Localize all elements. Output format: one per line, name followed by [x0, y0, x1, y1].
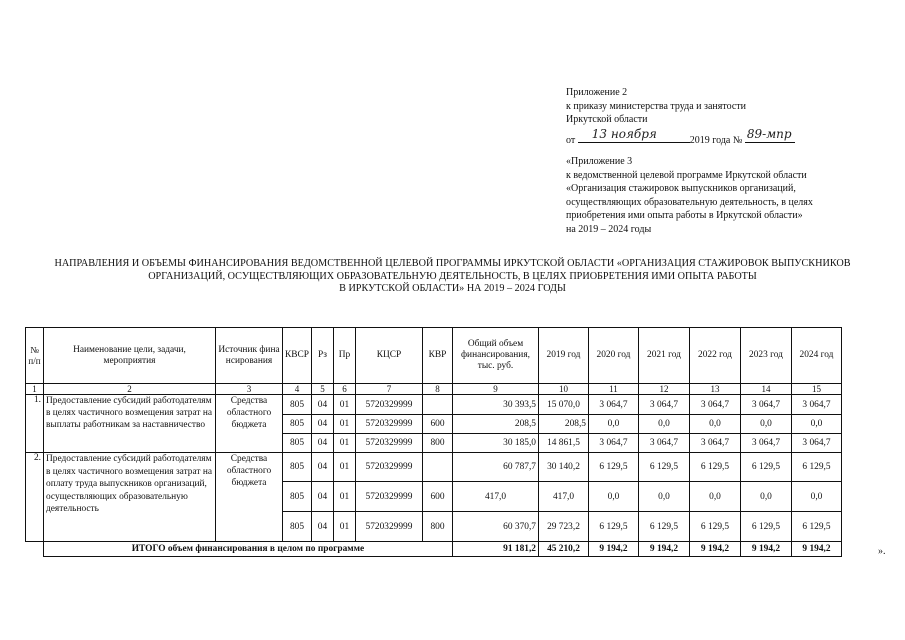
rz-cell: 04 [311, 395, 333, 415]
from-label: от [566, 134, 576, 146]
year-cell: 6 129,5 [791, 512, 841, 542]
grand-total-cell: 91 181,2 [452, 542, 538, 557]
column-number-row [26, 384, 842, 395]
col-2024-header: 2024 год [791, 328, 841, 384]
appendix3-line-5: приобретения ими опыта работы в Иркутской области» [566, 210, 803, 221]
pr-cell: 01 [333, 482, 355, 512]
kcsr-cell: 5720329999 [355, 512, 422, 542]
appendix-line-2: к приказу министерства труда и занятости [566, 100, 747, 112]
total-cell: 208,5 [452, 415, 538, 434]
year-cell: 6 129,5 [689, 512, 740, 542]
col-pr-header: Пр [333, 328, 355, 384]
col-number: 10 [538, 384, 588, 395]
col-number: 4 [283, 384, 312, 395]
date-underline [578, 127, 690, 143]
kvsr-cell: 805 [283, 434, 312, 453]
pr-cell: 01 [333, 512, 355, 542]
year-cell: 3 064,7 [791, 395, 841, 415]
year-cell: 3 064,7 [638, 395, 689, 415]
year-cell: 14 861,5 [538, 434, 588, 453]
handwritten-number: 89-мпр [746, 127, 792, 141]
pr-cell: 01 [333, 434, 355, 453]
year-cell: 30 140,2 [538, 453, 588, 482]
col-kvr-header: КВР [422, 328, 452, 384]
appendix-date-line [566, 127, 795, 148]
col-number: 1 [26, 384, 44, 395]
total-spacer [26, 542, 44, 557]
year-cell: 208,5 [538, 415, 588, 434]
year-cell: 3 064,7 [689, 434, 740, 453]
kvr-cell [422, 453, 452, 482]
year-cell: 0,0 [638, 482, 689, 512]
appendix3-line-3: «Организация стажировок выпускников организаций, [566, 183, 796, 194]
total-label: ИТОГО объем финансирования в целом по программе [44, 542, 453, 557]
title-line-1: НАПРАВЛЕНИЯ И ОБЪЕМЫ ФИНАНСИРОВАНИЯ ВЕДОМСТВЕННОЙ ЦЕЛЕВОЙ ПРОГРАММЫ ИРКУТСКОЙ ОБЛАСТИ «ОРГАНИЗАЦИЯ СТАЖИРОВОК ВЫПУСКНИКОВ [54, 258, 851, 269]
year-cell: 6 129,5 [740, 453, 791, 482]
year-cell: 6 129,5 [638, 512, 689, 542]
kvsr-cell: 805 [283, 415, 312, 434]
rz-cell: 04 [311, 453, 333, 482]
appendix-line-3: Иркутской области [566, 114, 648, 125]
year-number-label: 2019 года № [689, 134, 743, 146]
col-number: 12 [638, 384, 689, 395]
rz-cell: 04 [311, 434, 333, 453]
col-no-header: № п/п [26, 328, 44, 384]
kcsr-cell: 5720329999 [355, 395, 422, 415]
pr-cell: 01 [333, 395, 355, 415]
grand-total-year-cell: 45 210,2 [538, 542, 588, 557]
year-cell: 3 064,7 [689, 395, 740, 415]
col-number: 13 [689, 384, 740, 395]
number-underline [745, 127, 795, 143]
appendix3-line-6: на 2019 – 2024 годы [566, 223, 652, 235]
appendix3-line-1: «Приложение 3 [566, 156, 633, 167]
col-total-header: Общий объем финансирования, тыс. руб. [452, 328, 538, 384]
total-row [26, 542, 842, 557]
total-cell: 30 185,0 [452, 434, 538, 453]
measure-name: Предоставление субсидий работодателям в целях частичного возмещения затрат на оплату труда выпускников организаций, осуществляющих образовательную деятельность [44, 453, 216, 542]
year-cell: 0,0 [588, 415, 638, 434]
total-cell: 417,0 [452, 482, 538, 512]
kvr-cell: 600 [422, 415, 452, 434]
year-cell: 3 064,7 [740, 434, 791, 453]
year-cell: 6 129,5 [791, 453, 841, 482]
col-number: 11 [588, 384, 638, 395]
year-cell: 3 064,7 [791, 434, 841, 453]
col-number: 5 [311, 384, 333, 395]
year-cell: 0,0 [740, 415, 791, 434]
kcsr-cell: 5720329999 [355, 453, 422, 482]
col-number: 8 [422, 384, 452, 395]
year-cell: 0,0 [689, 482, 740, 512]
col-number: 15 [791, 384, 841, 395]
handwritten-date: 13 ноября [591, 127, 657, 141]
year-cell: 0,0 [791, 482, 841, 512]
pr-cell: 01 [333, 415, 355, 434]
appendix3-line-2: к ведомственной целевой программе Иркутской области [566, 169, 807, 181]
col-2023-header: 2023 год [740, 328, 791, 384]
kvsr-cell: 805 [283, 482, 312, 512]
rz-cell: 04 [311, 482, 333, 512]
col-kcsr-header: КЦСР [355, 328, 422, 384]
kvr-cell: 800 [422, 434, 452, 453]
col-2022-header: 2022 год [689, 328, 740, 384]
year-cell: 0,0 [638, 415, 689, 434]
year-cell: 3 064,7 [588, 395, 638, 415]
year-cell: 6 129,5 [588, 512, 638, 542]
appendix-header [566, 86, 795, 147]
kcsr-cell: 5720329999 [355, 434, 422, 453]
year-cell: 6 129,5 [638, 453, 689, 482]
rz-cell: 04 [311, 415, 333, 434]
col-number: 9 [452, 384, 538, 395]
year-cell: 6 129,5 [689, 453, 740, 482]
year-cell: 3 064,7 [638, 434, 689, 453]
closing-quote-mark: ». [878, 546, 886, 557]
total-cell: 60 787,7 [452, 453, 538, 482]
appendix3-header [566, 155, 813, 236]
year-cell: 29 723,2 [538, 512, 588, 542]
funding-source: Средства областного бюджета [216, 453, 283, 542]
year-cell: 15 070,0 [538, 395, 588, 415]
table-row [26, 395, 842, 415]
title-line-3: В ИРКУТСКОЙ ОБЛАСТИ» НА 2019 – 2024 ГОДЫ [339, 283, 566, 294]
col-number: 7 [355, 384, 422, 395]
appendix-line-1: Приложение 2 [566, 87, 628, 98]
table-row [26, 453, 842, 482]
total-cell: 30 393,5 [452, 395, 538, 415]
appendix3-line-4: осуществляющих образовательную деятельность, в целях [566, 196, 813, 208]
grand-total-year-cell: 9 194,2 [638, 542, 689, 557]
year-cell: 0,0 [740, 482, 791, 512]
col-number: 2 [44, 384, 216, 395]
year-cell: 6 129,5 [588, 453, 638, 482]
pr-cell: 01 [333, 453, 355, 482]
kvsr-cell: 805 [283, 453, 312, 482]
col-name-header: Наименование цели, задачи, мероприятия [44, 328, 216, 384]
year-cell: 3 064,7 [588, 434, 638, 453]
kvsr-cell: 805 [283, 512, 312, 542]
kvr-cell: 800 [422, 512, 452, 542]
kvr-cell: 600 [422, 482, 452, 512]
col-number: 14 [740, 384, 791, 395]
funding-source: Средства областного бюджета [216, 395, 283, 453]
measure-name: Предоставление субсидий работодателям в целях частичного возмещения затрат на выплаты работникам за наставничество [44, 395, 216, 453]
kcsr-cell: 5720329999 [355, 482, 422, 512]
row-number: 2. [26, 453, 44, 542]
col-number: 6 [333, 384, 355, 395]
grand-total-year-cell: 9 194,2 [791, 542, 841, 557]
rz-cell: 04 [311, 512, 333, 542]
title-line-2: ОРГАНИЗАЦИЙ, ОСУЩЕСТВЛЯЮЩИХ ОБРАЗОВАТЕЛЬНУЮ ДЕЯТЕЛЬНОСТЬ, В ЦЕЛЯХ ПРИОБРЕТЕНИЯ ИМИ ОПЫТА РАБОТЫ [148, 270, 757, 282]
col-rz-header: Рз [311, 328, 333, 384]
col-kvsr-header: КВСР [283, 328, 312, 384]
year-cell: 6 129,5 [740, 512, 791, 542]
kcsr-cell: 5720329999 [355, 415, 422, 434]
year-cell: 0,0 [689, 415, 740, 434]
header-row [26, 328, 842, 384]
financing-table [25, 327, 842, 557]
col-2021-header: 2021 год [638, 328, 689, 384]
col-2019-header: 2019 год [538, 328, 588, 384]
row-number: 1. [26, 395, 44, 453]
col-source-header: Источник финансирования [216, 328, 283, 384]
kvr-cell [422, 395, 452, 415]
kvsr-cell: 805 [283, 395, 312, 415]
year-cell: 417,0 [538, 482, 588, 512]
year-cell: 0,0 [791, 415, 841, 434]
grand-total-year-cell: 9 194,2 [740, 542, 791, 557]
grand-total-year-cell: 9 194,2 [689, 542, 740, 557]
total-cell: 60 370,7 [452, 512, 538, 542]
year-cell: 3 064,7 [740, 395, 791, 415]
document-title [0, 258, 905, 296]
year-cell: 0,0 [588, 482, 638, 512]
col-number: 3 [216, 384, 283, 395]
col-2020-header: 2020 год [588, 328, 638, 384]
grand-total-year-cell: 9 194,2 [588, 542, 638, 557]
